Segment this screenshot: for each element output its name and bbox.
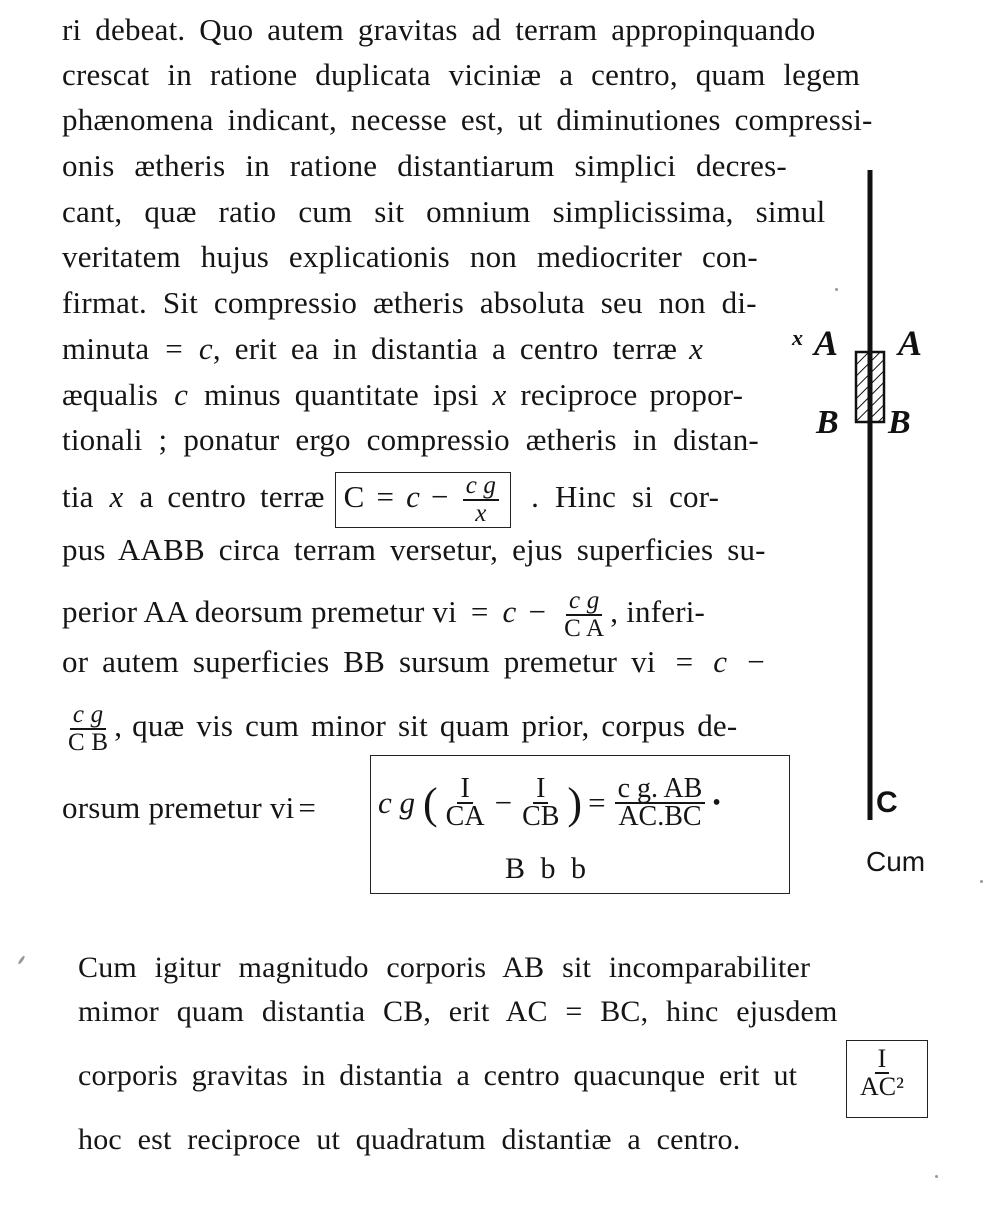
fraction-1-over-CB: $\frac{I}{CB}$	[522, 773, 560, 832]
sec2-line-1: Cum igitur magnitudo corporis AB sit incomparabiliter	[78, 951, 811, 984]
label-B-left: B	[816, 404, 839, 441]
paper-speck	[980, 880, 983, 883]
text-line-11: tia x a centro terræ C = c − $\frac{\text{c g}}{x}$ . Hinc si cor-	[62, 472, 720, 527]
label-x: x	[792, 325, 803, 350]
text-line-4: onis ætheris in ratione distantiarum simplici decres-	[62, 148, 787, 183]
fraction-cg-over-CA: $\frac{\text{c g}}{\text{C A}}$	[564, 587, 605, 642]
text-line-1: ri debeat. Quo autem gravitas ad terram appropinquando	[62, 12, 816, 47]
text-line-10: tionali ; ponatur ergo compressio ætheris in distan-	[62, 422, 759, 457]
fraction-cg-over-CB: $\frac{\text{c g}}{\text{C B}}$	[68, 701, 109, 756]
fraction-1-over-AC2: $\frac{I}{\text{AC²}}$	[860, 1044, 904, 1101]
paper-speck	[835, 288, 838, 291]
signature-mark: B b b	[505, 852, 591, 885]
text-line-15: $\frac{\text{c g}}{\text{C B}}$ , quæ vis cum minor sit quam prior, corpus de-	[62, 702, 822, 756]
sec2-line-3: corporis gravitas in distantia a centro quacunque erit ut	[78, 1059, 798, 1092]
paper-speck	[17, 955, 25, 965]
label-C: C	[876, 786, 898, 819]
label-A-left: A	[814, 323, 839, 363]
fraction-1-over-CA: $\frac{I}{CA}$	[445, 773, 485, 832]
text-line-16: orsum premetur vi =	[62, 790, 317, 825]
formula-box-1: C = c − $\frac{\text{c g}}{x}$	[335, 472, 512, 528]
text-line-12: pus AABB circa terram versetur, ejus superficies su-	[62, 532, 766, 567]
text-line-8: minuta = c, erit ea in distantia a centro terræ x	[62, 331, 704, 366]
text-line-7: firmat. Sit compressio ætheris absoluta seu non di-	[62, 285, 757, 320]
text-line-5: cant, quæ ratio cum sit omnium simplicissima, simul	[62, 194, 826, 229]
text-line-13: perior AA deorsum premetur vi = c − $\frac{\text{c g}}{\text{C A}}$ , inferi-	[62, 587, 706, 642]
main-equation: c g ( $\frac{I}{CA}$ − $\frac{I}{CB}$ ) = $\frac{\text{c g. AB}}{AC.BC}$ •	[378, 773, 721, 832]
figure-svg	[800, 160, 960, 840]
label-A-right: A	[898, 323, 923, 363]
sec2-line-2: mimor quam distantia CB, erit AC = BC, hinc ejusdem	[78, 995, 838, 1028]
fraction-cgAB-over-ACBC: $\frac{\text{c g. AB}}{AC.BC}$	[615, 776, 706, 830]
text-line-6: veritatem hujus explicationis non mediocriter con-	[62, 239, 758, 274]
body-AABB	[856, 352, 884, 422]
catchword: Cum	[866, 846, 926, 877]
text-line-2: crescat in ratione duplicata viciniæ a centro, quam legem	[62, 57, 861, 92]
paper-speck	[935, 1175, 938, 1178]
text-line-3: phænomena indicant, necesse est, ut diminutiones compressi-	[62, 102, 873, 137]
label-B-right: B	[888, 404, 911, 441]
sec2-line-4: hoc est reciproce ut quadratum distantiæ a centro.	[78, 1123, 741, 1156]
text-line-9: æqualis c minus quantitate ipsi x reciproce propor-	[62, 377, 744, 412]
text-line-14: or autem superficies BB sursum premetur vi = c −	[62, 644, 765, 679]
fraction-cg-over-x: $\frac{\text{c g}}{x}$	[463, 473, 499, 527]
